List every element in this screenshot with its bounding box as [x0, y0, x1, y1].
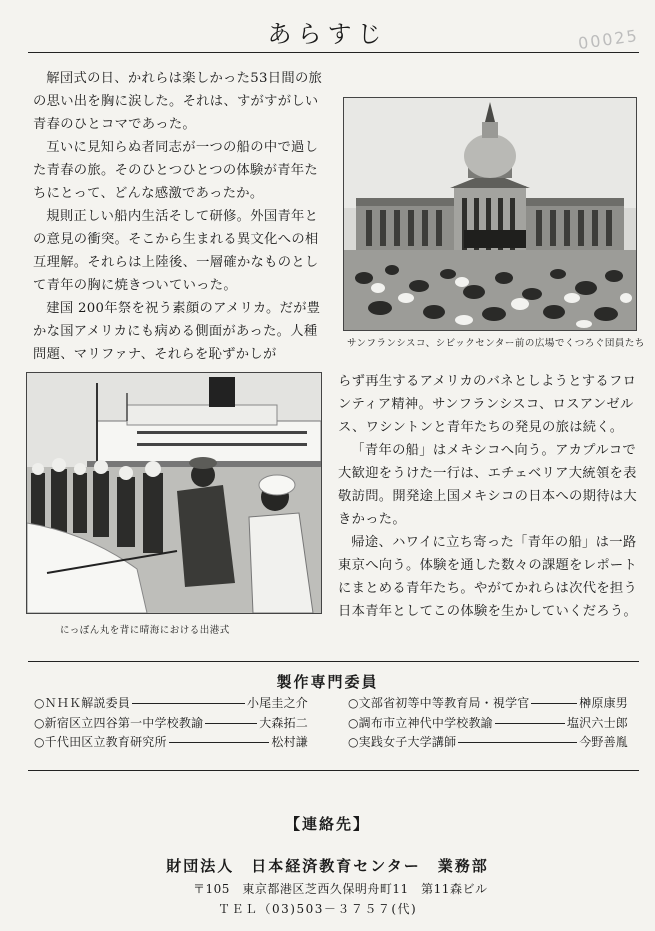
member-affiliation: ○新宿区立四谷第一中学校教諭 [34, 715, 204, 730]
leader-line [458, 742, 577, 743]
committee-left-list [34, 694, 308, 753]
member-affiliation: ○ＮＨＫ解説委員 [34, 696, 131, 710]
member-affiliation: ○実践女子大学講師 [348, 735, 457, 749]
contact-organization: 財団法人 日本経済教育センター 業務部 [166, 857, 489, 875]
page-title: あらすじ [267, 20, 388, 48]
departure-ceremony-caption: にっぽん丸を背に晴海における出港式 [60, 625, 230, 636]
title-rule [28, 52, 639, 53]
synopsis-left-column [33, 67, 323, 366]
civic-center-caption: サンフランシスコ、シビックセンター前の広場でくつろぐ団員たち [347, 338, 645, 349]
member-affiliation: ○調布市立神代中学校教諭 [348, 715, 493, 730]
contact-address: 〒105 東京都港区芝西久保明舟町11 第11森ビル [193, 882, 488, 896]
member-name: 塩沢六士郎 [566, 715, 628, 730]
synopsis-paragraph: らず再生するアメリカのバネとしようとするフロンティア精神。サンフランシスコ、ロスアンゼルス、ワシントンと青年たちの発見の旅は続く。 [338, 374, 637, 435]
committee-right-list [348, 694, 628, 753]
committee-member [348, 733, 628, 753]
contact-title: 【連絡先】 [284, 815, 370, 833]
synopsis-paragraph: 帰途、ハワイに立ち寄った「青年の船」は一路東京へ向う。体験を通した数々の課題をレポートにまとめる青年たち。やがてかれらは次代を担う日本青年としてこの体験を生かしていくだろう。 [338, 535, 638, 619]
committee-member [348, 714, 628, 734]
synopsis-paragraph: 建国 200年祭を祝う素顔のアメリカ。だが豊かな国アメリカにも病める側面があった。人種問題、マリファナ、それらを恥ずかしが [33, 301, 321, 362]
synopsis-right-column [338, 370, 640, 623]
synopsis-paragraph: 解団式の日、かれらは楽しかった53日間の旅の思い出を胸に涙した。それは、すがすがしい青春のひとコマであった。 [33, 71, 323, 132]
committee-member [34, 733, 308, 753]
serial-stamp: 00025 [577, 25, 641, 54]
synopsis-paragraph: 規則正しい船内生活そして研修。外国青年との意見の衝突。そこから生まれる異文化への相互理解。それらは上陸後、一層確かなものとして青年の胸に焼きついていった。 [33, 209, 319, 293]
committee-member [34, 714, 308, 734]
departure-ceremony-photo [26, 372, 322, 614]
committee-rule-bottom [28, 770, 639, 771]
leader-line [132, 703, 245, 704]
committee-member [348, 694, 628, 714]
committee-title: 製作専門委員 [276, 673, 379, 691]
member-affiliation: ○千代田区立教育研究所 [34, 735, 167, 749]
member-affiliation: ○文部省初等中等教育局・視学官 [348, 696, 530, 710]
committee-member [34, 694, 308, 714]
member-name: 大森拓二 [259, 715, 308, 730]
leader-line [495, 723, 565, 724]
leader-line [531, 703, 577, 704]
member-name: 松村謙 [271, 735, 308, 749]
synopsis-paragraph: 「青年の船」はメキシコへ向う。アカプルコで大歓迎をうけた一行は、エチェベリア大統領を表敬訪問。開発途上国メキシコの日本への期待は大きかった。 [338, 443, 637, 527]
leader-line [169, 742, 270, 743]
committee-rule-top [28, 661, 639, 662]
leader-line [205, 723, 257, 724]
member-name: 小尾圭之介 [246, 696, 308, 710]
synopsis-paragraph: 互いに見知らぬ者同志が一つの船の中で過した青春の旅。そのひとつひとつの体験が青年たちにとって、どんな感激であったか。 [33, 140, 319, 201]
member-name: 今野善胤 [579, 735, 628, 749]
civic-center-photo [343, 97, 637, 331]
contact-tel: ＴＥＬ（03)503－３７５７(代) [218, 902, 418, 916]
member-name: 榊原康男 [579, 696, 628, 710]
